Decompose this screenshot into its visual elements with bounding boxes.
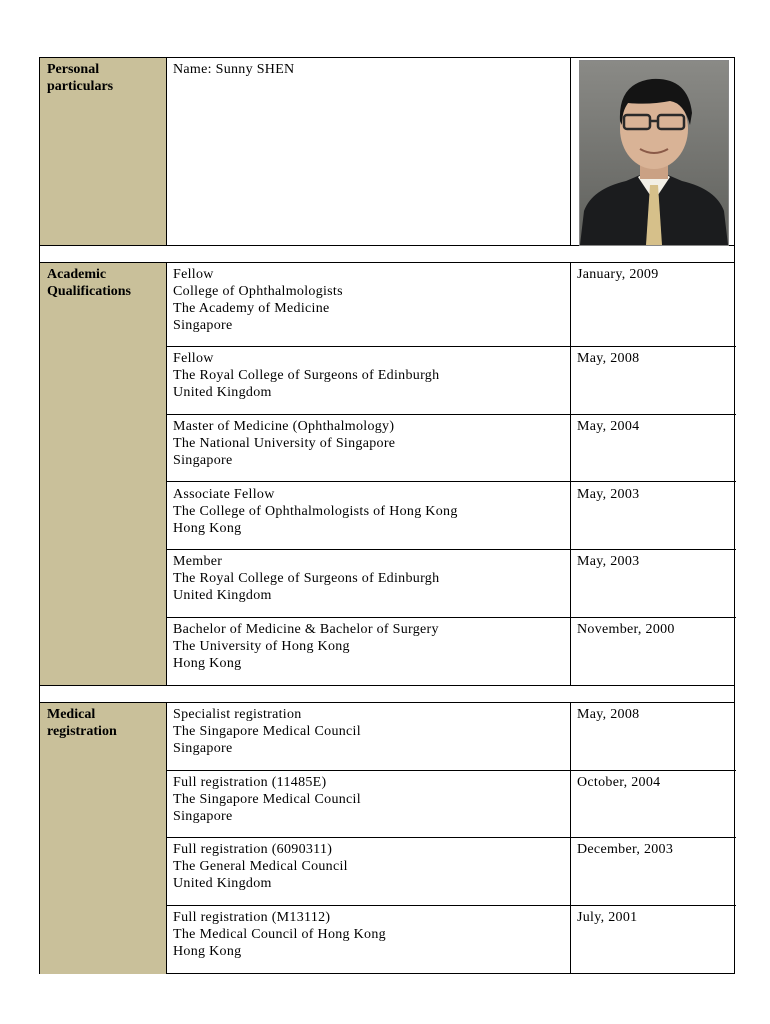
entry-date: May, 2008 (577, 707, 640, 722)
divider (166, 262, 167, 685)
qualification-entry (173, 553, 563, 604)
entry-date: July, 2001 (577, 910, 638, 925)
entry-line: Bachelor of Medicine & Bachelor of Surgery (173, 622, 439, 637)
registration-entry (173, 774, 563, 825)
entry-date: May, 2008 (577, 351, 640, 366)
qualification-entry (173, 266, 563, 334)
name-field (173, 61, 563, 78)
entry-line: The College of Ophthalmologists of Hong Kong (173, 504, 458, 519)
divider (166, 346, 736, 347)
entry-line: United Kingdom (173, 385, 272, 400)
heading-line: registration (47, 724, 117, 739)
entry-line: Fellow (173, 267, 214, 282)
entry-line: The Royal College of Surgeons of Edinburgh (173, 368, 440, 383)
qualification-entry (173, 350, 563, 401)
entry-line: College of Ophthalmologists (173, 284, 343, 299)
divider (166, 414, 736, 415)
entry-line: Full registration (M13112) (173, 910, 331, 925)
heading-line: Medical (47, 707, 96, 722)
entry-line: Fellow (173, 351, 214, 366)
divider (40, 685, 734, 686)
qualification-entry (173, 621, 563, 672)
heading-line: Qualifications (47, 284, 132, 299)
divider (166, 617, 736, 618)
person-name: Name: Sunny SHEN (173, 62, 295, 77)
entry-line: The National University of Singapore (173, 436, 396, 451)
entry-date: December, 2003 (577, 842, 674, 857)
entry-line: The Singapore Medical Council (173, 792, 361, 807)
divider (40, 262, 734, 263)
divider (166, 702, 167, 974)
divider (570, 702, 571, 974)
entry-line: Master of Medicine (Ophthalmology) (173, 419, 395, 434)
divider (166, 58, 167, 245)
entry-line: The General Medical Council (173, 859, 348, 874)
portrait-photo-icon (579, 60, 729, 246)
entry-line: Hong Kong (173, 944, 242, 959)
entry-line: Singapore (173, 318, 233, 333)
registration-entry (173, 909, 563, 960)
entry-date: May, 2003 (577, 487, 640, 502)
entry-line: United Kingdom (173, 876, 272, 891)
entry-date: January, 2009 (577, 267, 659, 282)
cv-table (39, 57, 735, 974)
entry-date: May, 2004 (577, 419, 640, 434)
qualification-entry (173, 486, 563, 537)
entry-line: Singapore (173, 809, 233, 824)
entry-line: Associate Fellow (173, 487, 275, 502)
entry-line: The Academy of Medicine (173, 301, 330, 316)
qualification-entry (173, 418, 563, 469)
academic-band (40, 262, 166, 685)
entry-date: October, 2004 (577, 775, 661, 790)
divider (40, 702, 734, 703)
divider (166, 905, 736, 906)
medical-band (40, 702, 166, 974)
divider (166, 770, 736, 771)
entry-line: Member (173, 554, 223, 569)
divider (166, 549, 736, 550)
entry-line: Full registration (11485E) (173, 775, 327, 790)
entry-line: Specialist registration (173, 707, 302, 722)
section-heading-medical (47, 706, 117, 740)
entry-line: Singapore (173, 741, 233, 756)
entry-line: The University of Hong Kong (173, 639, 350, 654)
entry-line: Full registration (6090311) (173, 842, 333, 857)
entry-line: United Kingdom (173, 588, 272, 603)
section-heading-academic (47, 266, 131, 300)
heading-line: Academic (47, 267, 107, 282)
entry-line: Hong Kong (173, 521, 242, 536)
entry-line: The Singapore Medical Council (173, 724, 361, 739)
section-heading-personal (47, 61, 113, 95)
entry-date: November, 2000 (577, 622, 675, 637)
divider (570, 58, 571, 245)
entry-line: The Royal College of Surgeons of Edinburgh (173, 571, 440, 586)
entry-line: Hong Kong (173, 656, 242, 671)
registration-entry (173, 706, 563, 757)
entry-line: Singapore (173, 453, 233, 468)
divider (570, 262, 571, 685)
entry-date: May, 2003 (577, 554, 640, 569)
entry-line: The Medical Council of Hong Kong (173, 927, 386, 942)
heading-line: Personal (47, 62, 100, 77)
divider (166, 481, 736, 482)
registration-entry (173, 841, 563, 892)
heading-line: particulars (47, 79, 114, 94)
divider (166, 837, 736, 838)
